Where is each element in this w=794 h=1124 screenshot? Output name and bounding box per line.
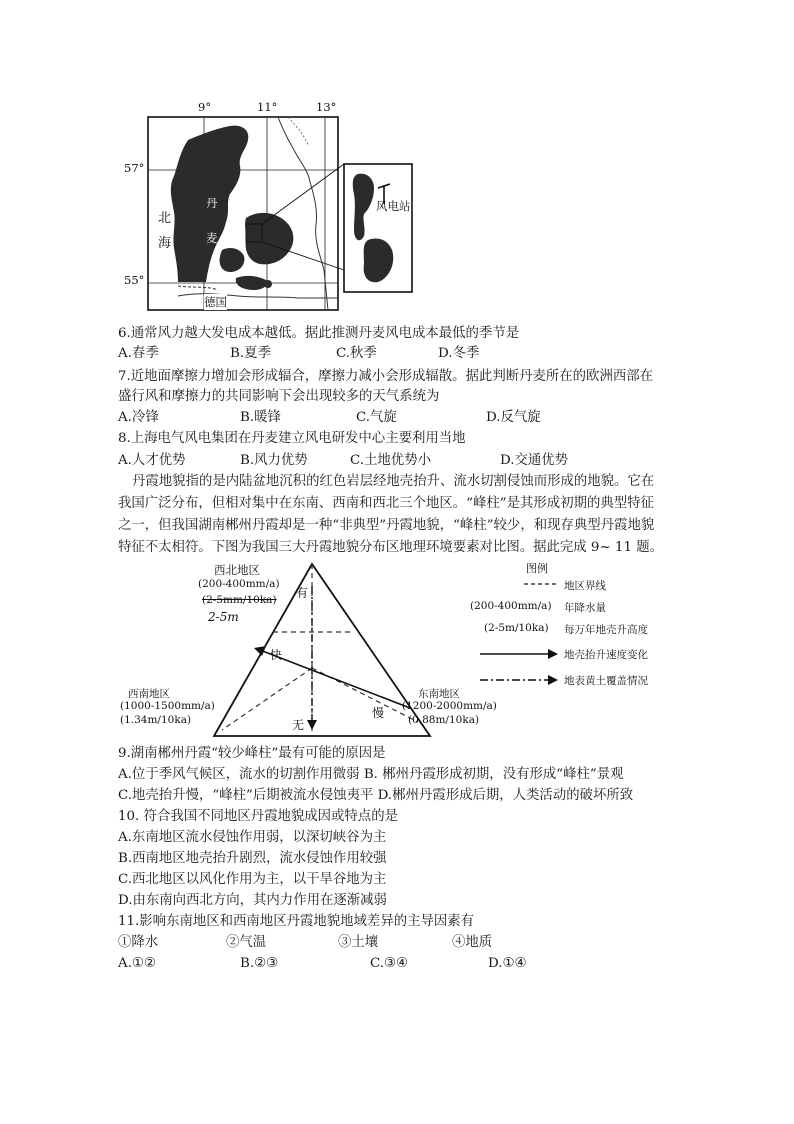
lon-label-11: 11° bbox=[257, 100, 278, 114]
q11-option-c: C.③④ bbox=[370, 956, 409, 971]
q7-option-a: A.冷锋 bbox=[118, 410, 159, 425]
passage-line2: 我国广泛分布，但相对集中在东南、西南和西北三个地区。“峰柱”是其形成初期的典型特征 bbox=[118, 496, 654, 511]
q10-stem: 10. 符合我国不同地区丹霞地貌成因或特点的是 bbox=[118, 809, 398, 824]
southwest-name: 西南地区 bbox=[128, 688, 170, 700]
legend-title: 图例 bbox=[526, 562, 548, 575]
q6-option-a: A.春季 bbox=[118, 346, 159, 361]
northwest-uplift: (2-5mm/10ka) bbox=[202, 594, 277, 606]
lat-label-57: 57° bbox=[124, 161, 145, 175]
southwest-uplift: (1.34m/10ka) bbox=[120, 714, 192, 726]
q6-option-b: B.夏季 bbox=[230, 346, 271, 361]
label-you: 有 bbox=[296, 586, 309, 600]
q11-factor-1: ①降水 bbox=[118, 935, 159, 950]
label-kuai: 快 bbox=[270, 648, 283, 662]
lat-label-55: 55° bbox=[124, 273, 145, 287]
northwest-precip: (200-400mm/a) bbox=[198, 578, 280, 590]
northwest-name: 西北地区 bbox=[214, 563, 260, 577]
q8-option-c: C.土地优势小 bbox=[350, 453, 431, 468]
q8-stem: 8.上海电气风电集团在丹麦建立风电研发中心主要利用当地 bbox=[118, 431, 466, 446]
q10-option-c: C.西北地区以风化作用为主，以干旱谷地为主 bbox=[118, 872, 387, 887]
country-label-dan: 丹 bbox=[206, 196, 218, 210]
passage-line1: 丹霞地貌指的是内陆盆地沉积的红色岩层经地壳抬升、流水切割侵蚀而形成的地貌。它在 bbox=[132, 474, 655, 489]
handwritten-note: 2-5m bbox=[208, 610, 239, 624]
legend-label-uplift-speed: 地壳抬升速度变化 bbox=[564, 649, 648, 661]
legend-sample-precip: (200-400mm/a) bbox=[470, 600, 552, 612]
q7-option-d: D.反气旋 bbox=[486, 410, 541, 425]
label-man: 慢 bbox=[372, 706, 385, 720]
wind-station-label: 风电站 bbox=[376, 199, 411, 213]
lon-label-13: 13° bbox=[316, 100, 337, 114]
q7-option-b: B.暖锋 bbox=[240, 410, 281, 425]
legend-label-uplift-height: 每万年地壳升高度 bbox=[564, 624, 648, 636]
q9-stem: 9.湖南郴州丹霞“较少峰柱”最有可能的原因是 bbox=[118, 746, 386, 761]
label-wu: 无 bbox=[292, 718, 305, 732]
legend-sample-uplift: (2-5m/10ka) bbox=[484, 622, 549, 634]
q10-option-b: B.西南地区地壳抬升剧烈，流水侵蚀作用较强 bbox=[118, 851, 387, 866]
q7-stem-line2: 盛行风和摩擦力的共同影响下会出现较多的天气系统为 bbox=[118, 389, 440, 404]
q11-stem: 11.影响东南地区和西南地区丹霞地貌地域差异的主导因素有 bbox=[118, 914, 475, 929]
q6-stem: 6.通常风力越大发电成本越低。据此推测丹麦风电成本最低的季节是 bbox=[118, 326, 520, 341]
q11-factor-4: ④地质 bbox=[452, 935, 493, 950]
southeast-name: 东南地区 bbox=[418, 688, 460, 700]
q6-option-d: D.冬季 bbox=[438, 346, 480, 361]
q11-factor-2: ②气温 bbox=[226, 935, 267, 950]
legend-label-loess: 地表黄土覆盖情况 bbox=[564, 675, 648, 687]
sea-label-north: 北 bbox=[158, 211, 172, 226]
q11-option-a: A.①② bbox=[118, 956, 156, 971]
q11-option-b: B.②③ bbox=[240, 956, 279, 971]
sea-label-sea: 海 bbox=[158, 236, 172, 251]
southeast-uplift: (0.88m/10ka) bbox=[408, 714, 480, 726]
q8-option-b: B.风力优势 bbox=[240, 453, 308, 468]
passage-line3: 之一，但我国湖南郴州丹霞却是一种“非典型”丹霞地貌，“峰柱”较少，和现存典型丹霞地貌 bbox=[118, 518, 655, 533]
q11-option-d: D.①④ bbox=[488, 956, 527, 971]
q10-option-d: D.由东南向西北方向，其内力作用在逐渐减弱 bbox=[118, 893, 387, 908]
lon-label-9: 9° bbox=[198, 100, 212, 114]
legend-label-precip: 年降水量 bbox=[564, 602, 606, 614]
q9-options-ab: A.位于季风气候区，流水的切割作用微弱 B. 郴州丹霞形成初期，没有形成“峰柱”景观 bbox=[118, 767, 624, 782]
q10-option-a: A.东南地区流水侵蚀作用弱，以深切峡谷为主 bbox=[118, 830, 387, 845]
q11-factor-3: ③土壤 bbox=[338, 935, 379, 950]
q9-options-cd: C.地壳抬升慢，“峰柱”后期被流水侵蚀夷平 D.郴州丹霞形成后期，人类活动的破坏所致 bbox=[118, 788, 634, 803]
q7-stem-line1: 7.近地面摩擦力增加会形成辐合，摩擦力减小会形成辐散。据此判断丹麦所在的欧洲西部在 bbox=[118, 369, 654, 384]
danxia-diagram bbox=[118, 558, 678, 744]
legend-label-boundary: 地区界线 bbox=[564, 580, 606, 592]
passage-line4: 特征不太相符。下图为我国三大丹霞地貌分布区地理环境要素对比图。据此完成 9~ 11 题。 bbox=[118, 540, 663, 555]
denmark-map bbox=[118, 100, 466, 316]
southeast-precip: (1200-2000mm/a) bbox=[402, 700, 497, 712]
q8-option-d: D.交通优势 bbox=[500, 453, 569, 468]
q6-option-c: C.秋季 bbox=[336, 346, 377, 361]
q7-option-c: C.气旋 bbox=[356, 410, 397, 425]
southwest-precip: (1000-1500mm/a) bbox=[120, 700, 215, 712]
germany-label: 德国 bbox=[204, 295, 227, 309]
q8-option-a: A.人才优势 bbox=[118, 453, 186, 468]
country-label-mai: 麦 bbox=[206, 231, 218, 245]
